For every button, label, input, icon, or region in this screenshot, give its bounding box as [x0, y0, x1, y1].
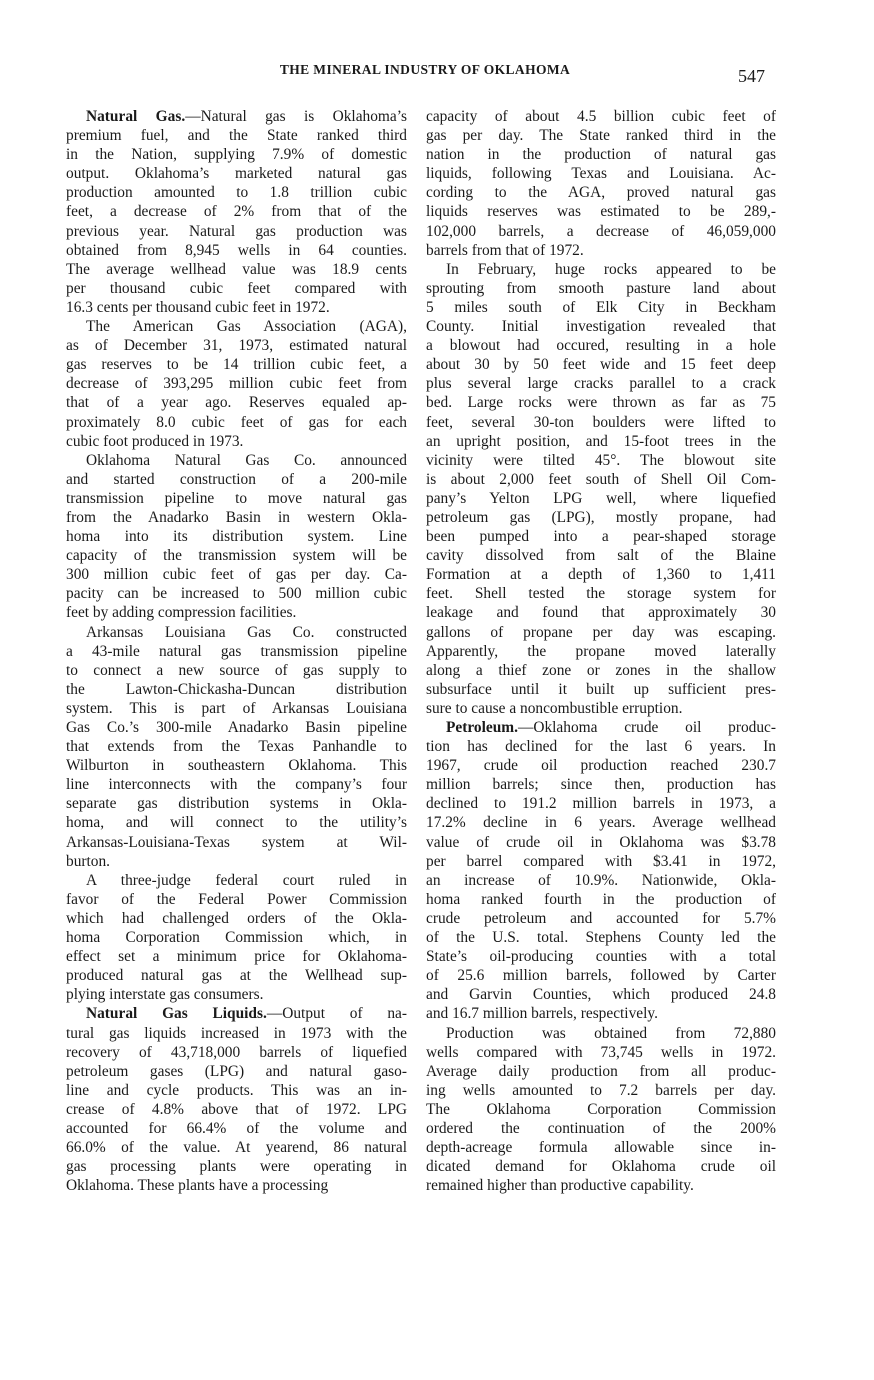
line-text: feet, several 30-ton boulders were lifted to — [426, 413, 776, 431]
line-text: output. Oklahoma’s marketed natural gas — [66, 165, 407, 183]
left-column — [66, 107, 407, 1195]
text-line — [66, 470, 407, 489]
line-text: homa Corporation Commission which, in — [66, 929, 407, 947]
line-text: tural gas liquids increased in 1973 with the — [66, 1024, 407, 1042]
text-line — [426, 1138, 776, 1157]
line-text: The Oklahoma Corporation Commission — [426, 1100, 776, 1118]
text-line — [426, 413, 776, 432]
line-text: In February, huge rocks appeared to be — [446, 260, 776, 278]
text-line — [66, 1157, 407, 1176]
line-text: Production was obtained from 72,880 — [446, 1024, 776, 1042]
line-text: of the U.S. total. Stephens County led the — [426, 929, 776, 947]
line-text: petroleum gas (LPG), mostly propane, had — [426, 508, 776, 526]
line-text: subsurface until it built up sufficient pres- — [426, 680, 776, 698]
text-line — [426, 661, 776, 680]
paragraph — [426, 260, 776, 718]
line-text: which had challenged orders of the Okla- — [66, 909, 407, 927]
text-line — [426, 374, 776, 393]
line-text: wells compared with 73,745 wells in 1972. — [426, 1043, 776, 1061]
text-line — [426, 565, 776, 584]
line-text: accounted for 66.4% of the volume and — [66, 1119, 407, 1137]
paragraph — [426, 107, 776, 260]
line-text: Oklahoma Natural Gas Co. announced — [86, 451, 407, 469]
text-line — [66, 374, 407, 393]
text-line — [66, 260, 407, 279]
line-text: —Output of na- — [266, 1005, 408, 1023]
text-line — [66, 183, 407, 202]
line-text: Oklahoma. These plants have a processing — [66, 1177, 329, 1195]
line-text: cubic foot produced in 1973. — [66, 432, 244, 450]
line-text: —Natural gas is Oklahoma’s — [185, 108, 407, 125]
text-line — [66, 565, 407, 584]
text-line — [426, 1100, 776, 1119]
line-text: line interconnects with the company’s four — [66, 776, 407, 794]
line-text: Apparently, the propane moved laterally — [426, 642, 776, 660]
line-text: decrease of 393,295 million cubic feet from — [66, 375, 407, 393]
text-line — [426, 241, 776, 260]
section-heading: Natural Gas. — [86, 108, 186, 125]
text-line — [66, 680, 407, 699]
text-line — [66, 1176, 407, 1195]
page-number: 547 — [738, 66, 765, 86]
line-text: Arkansas Louisiana Gas Co. constructed — [86, 623, 407, 641]
text-line — [66, 909, 407, 928]
text-line — [66, 985, 407, 1004]
line-text: homa, and will connect to the utility’s — [66, 814, 407, 832]
text-line — [66, 451, 407, 470]
text-line — [426, 355, 776, 374]
text-line — [66, 813, 407, 832]
text-line — [426, 603, 776, 622]
text-line — [66, 699, 407, 718]
text-line — [66, 794, 407, 813]
line-text: burton. — [66, 852, 111, 870]
text-line — [426, 527, 776, 546]
line-text: million barrels; since then, production has — [426, 776, 776, 794]
line-text: production amounted to 1.8 trillion cubic — [66, 184, 407, 202]
line-text: as of December 31, 1973, estimated natural — [66, 337, 407, 355]
line-text: petroleum gases (LPG) and natural gaso- — [66, 1062, 407, 1080]
section-heading: Petroleum. — [446, 719, 518, 736]
line-text: obtained from 8,945 wells in 64 counties. — [66, 241, 407, 259]
line-text: pany’s Yelton LPG well, where liquefied — [426, 489, 776, 507]
line-text: capacity of the transmission system will be — [66, 547, 407, 565]
text-line — [426, 756, 776, 775]
line-text: The average wellhead value was 18.9 cents — [66, 260, 407, 278]
line-text: transmission pipeline to move natural gas — [66, 489, 407, 507]
line-text: 102,000 barrels, a decrease of 46,059,000 — [426, 222, 776, 240]
text-line — [66, 546, 407, 565]
line-text: plying interstate gas consumers. — [66, 986, 264, 1004]
paragraph — [66, 623, 407, 871]
text-line — [426, 202, 776, 221]
line-text: effect set a minimum price for Oklahoma- — [66, 948, 407, 966]
line-text: of 25.6 million barrels, followed by Carter — [426, 967, 776, 985]
text-line — [426, 279, 776, 298]
line-text: liquids, following Texas and Louisiana. Ac- — [426, 165, 776, 183]
line-text: proximately 8.0 cubic feet of gas for each — [66, 413, 407, 431]
text-line — [426, 145, 776, 164]
line-text: per barrel compared with $3.41 in 1972, — [426, 852, 776, 870]
text-line — [66, 966, 407, 985]
text-line — [66, 1138, 407, 1157]
line-text: value of crude oil in Oklahoma was $3.78 — [426, 833, 776, 851]
text-line — [66, 432, 407, 451]
text-line — [66, 1100, 407, 1119]
line-text: cording to the AGA, proved natural gas — [426, 184, 776, 202]
line-text: crude petroleum and accounted for 5.7% — [426, 909, 776, 927]
line-text: State’s oil-producing counties with a total — [426, 948, 776, 966]
line-text: in the Nation, supplying 7.9% of domestic — [66, 146, 407, 164]
text-line — [426, 928, 776, 947]
line-text: barrels from that of 1972. — [426, 241, 584, 259]
text-line — [426, 1062, 776, 1081]
line-text: depth-acreage formula allowable since in- — [426, 1139, 776, 1157]
line-text: 5 miles south of Elk City in Beckham — [426, 298, 776, 316]
line-text: crease of 4.8% above that of 1972. LPG — [66, 1100, 407, 1118]
text-line — [426, 222, 776, 241]
line-text: vicinity were tilted 45°. The blowout site — [426, 451, 776, 469]
paragraph — [66, 107, 407, 317]
text-line — [66, 202, 407, 221]
text-line — [426, 623, 776, 642]
text-line — [426, 794, 776, 813]
paragraph — [66, 451, 407, 623]
line-text: a 43-mile natural gas transmission pipeline — [66, 642, 407, 660]
text-line — [66, 642, 407, 661]
line-text: been pumped into a pear-shaped storage — [426, 528, 776, 546]
line-text: per thousand cubic feet compared with — [66, 279, 407, 297]
paragraph — [426, 718, 776, 1024]
text-line — [66, 1081, 407, 1100]
text-line — [426, 126, 776, 145]
line-text: feet by adding compression facilities. — [66, 604, 297, 622]
line-text: and started construction of a 200-mile — [66, 470, 407, 488]
text-line — [426, 298, 776, 317]
text-line — [426, 813, 776, 832]
text-line — [426, 260, 776, 279]
text-line — [66, 718, 407, 737]
running-header-title: THE MINERAL INDUSTRY OF OKLAHOMA — [279, 62, 571, 77]
text-line — [426, 642, 776, 661]
text-line — [426, 985, 776, 1004]
line-text: homa ranked fourth in the production of — [426, 890, 776, 908]
line-text: 17.2% decline in 6 years. Average wellhead — [426, 814, 776, 832]
right-column — [426, 107, 776, 1195]
line-text: and 16.7 million barrels, respectively. — [426, 1005, 658, 1023]
line-text: gallons of propane per day was escaping. — [426, 623, 776, 641]
section-heading: Natural Gas Liquids. — [86, 1005, 267, 1023]
text-line — [426, 871, 776, 890]
text-line — [426, 1157, 776, 1176]
text-line — [426, 852, 776, 871]
line-text: gas per day. The State ranked third in the — [426, 127, 776, 145]
text-line — [426, 164, 776, 183]
line-text: leakage and found that approximately 30 — [426, 604, 776, 622]
text-line — [426, 680, 776, 699]
text-line — [66, 527, 407, 546]
text-line — [66, 623, 407, 642]
line-text: is about 2,000 feet south of Shell Oil Com- — [426, 470, 776, 488]
text-line — [426, 699, 776, 718]
line-text: premium fuel, and the State ranked third — [66, 127, 407, 145]
line-text: previous year. Natural gas production was — [66, 222, 407, 240]
line-text: 1967, crude oil production reached 230.7 — [426, 757, 776, 775]
line-text: gas reserves to be 14 trillion cubic feet, a — [66, 356, 407, 374]
text-line — [66, 584, 407, 603]
text-line — [426, 718, 776, 737]
line-text: the Lawton-Chickasha-Duncan distribution — [66, 680, 407, 698]
text-line — [426, 432, 776, 451]
text-line — [426, 1081, 776, 1100]
line-text: line and cycle products. This was an in- — [66, 1081, 407, 1099]
line-text: an increase of 10.9%. Nationwide, Okla- — [426, 871, 776, 889]
text-line — [426, 1024, 776, 1043]
text-line — [426, 546, 776, 565]
text-line — [66, 1043, 407, 1062]
line-text: ordered the continuation of the 200% — [426, 1119, 776, 1137]
text-line — [66, 489, 407, 508]
text-line — [66, 126, 407, 145]
text-line — [66, 737, 407, 756]
text-line — [426, 1119, 776, 1138]
text-line — [426, 1043, 776, 1062]
text-line — [66, 833, 407, 852]
line-text: homa into its distribution system. Line — [66, 528, 407, 546]
text-line — [66, 756, 407, 775]
line-text: Formation at a depth of 1,360 to 1,411 — [426, 566, 776, 584]
line-text: cavity dissolved from salt of the Blaine — [426, 547, 776, 565]
text-line — [66, 164, 407, 183]
line-text: Arkansas-Louisiana-Texas system at Wil- — [66, 833, 407, 851]
text-line — [66, 317, 407, 336]
line-text: separate gas distribution systems in Okla- — [66, 795, 407, 813]
text-line — [66, 145, 407, 164]
text-line — [426, 393, 776, 412]
text-line — [66, 241, 407, 260]
line-text: liquids reserves was estimated to be 289,- — [426, 203, 776, 221]
paragraph — [66, 871, 407, 1005]
text-line — [426, 737, 776, 756]
text-line — [426, 947, 776, 966]
line-text: declined to 191.2 million barrels in 1973, a — [426, 795, 776, 813]
text-line — [426, 966, 776, 985]
line-text: ing wells amounted to 7.2 barrels per day. — [426, 1081, 776, 1099]
text-line — [66, 603, 407, 622]
text-line — [66, 852, 407, 871]
line-text: County. Initial investigation revealed that — [426, 318, 776, 336]
line-text: A three-judge federal court ruled in — [86, 871, 407, 889]
text-line — [66, 413, 407, 432]
line-text: sprouting from smooth pasture land about — [426, 279, 776, 297]
text-line — [66, 890, 407, 909]
line-text: remained higher than productive capability. — [426, 1177, 694, 1195]
line-text: 300 million cubic feet of gas per day. Ca- — [66, 566, 407, 584]
line-text: from the Anadarko Basin in western Okla- — [66, 508, 407, 526]
text-line — [66, 1119, 407, 1138]
text-line — [66, 298, 407, 317]
line-text: 66.0% of the value. At yearend, 86 natural — [66, 1139, 407, 1157]
text-line — [426, 317, 776, 336]
line-text: capacity of about 4.5 billion cubic feet of — [426, 108, 776, 125]
line-text: sure to cause a noncombustible erruption. — [426, 699, 683, 717]
line-text: that extends from the Texas Panhandle to — [66, 738, 407, 756]
line-text: The American Gas Association (AGA), — [86, 318, 407, 336]
text-line — [66, 355, 407, 374]
line-text: that of a year ago. Reserves equaled ap- — [66, 394, 407, 412]
line-text: 16.3 cents per thousand cubic feet in 1972. — [66, 298, 330, 316]
line-text: feet. Shell tested the storage system for — [426, 585, 776, 603]
line-text: recovery of 43,718,000 barrels of liquefied — [66, 1043, 407, 1061]
text-line — [426, 584, 776, 603]
text-line — [66, 1004, 407, 1023]
text-line — [66, 279, 407, 298]
line-text: Wilburton in southeastern Oklahoma. This — [66, 757, 407, 775]
line-text: system. This is part of Arkansas Louisiana — [66, 699, 407, 717]
text-line — [426, 1176, 776, 1195]
text-line — [426, 451, 776, 470]
line-text: favor of the Federal Power Commission — [66, 890, 407, 908]
line-text: dicated demand for Oklahoma crude oil — [426, 1158, 776, 1176]
text-line — [426, 470, 776, 489]
line-text: tion has declined for the last 6 years. In — [426, 738, 776, 756]
line-text: a blowout had occured, resulting in a hole — [426, 337, 776, 355]
line-text: gas processing plants were operating in — [66, 1158, 407, 1176]
text-line — [66, 775, 407, 794]
text-line — [426, 183, 776, 202]
paragraph — [66, 317, 407, 451]
text-line — [66, 393, 407, 412]
text-line — [66, 928, 407, 947]
line-text: to connect a new source of gas supply to — [66, 661, 407, 679]
text-line — [66, 336, 407, 355]
line-text: Gas Co.’s 300-mile Anadarko Basin pipeline — [66, 719, 407, 736]
line-text: about 30 by 50 feet wide and 15 feet deep — [426, 356, 776, 374]
line-text: bed. Large rocks were thrown as far as 75 — [426, 394, 776, 412]
text-line — [426, 890, 776, 909]
text-line — [426, 489, 776, 508]
text-line — [426, 1004, 776, 1023]
text-line — [426, 775, 776, 794]
line-text: Average daily production from all produc- — [426, 1062, 776, 1080]
line-text: plus several large cracks parallel to a crack — [426, 375, 776, 393]
text-line — [426, 508, 776, 527]
line-text: an upright position, and 15-foot trees in the — [426, 432, 776, 450]
line-text: feet, a decrease of 2% from that of the — [66, 203, 407, 221]
text-line — [426, 107, 776, 126]
paragraph — [426, 1024, 776, 1196]
paragraph — [66, 1004, 407, 1195]
text-line — [66, 107, 407, 126]
text-line — [66, 222, 407, 241]
line-text: pacity can be increased to 500 million cubic — [66, 585, 407, 603]
text-line — [426, 909, 776, 928]
line-text: and Garvin Counties, which produced 24.8 — [426, 986, 776, 1004]
text-line — [426, 336, 776, 355]
line-text: —Oklahoma crude oil produc- — [517, 719, 776, 736]
line-text: nation in the production of natural gas — [426, 146, 776, 164]
text-line — [66, 508, 407, 527]
line-text: along a thief zone or zones in the shallow — [426, 661, 776, 679]
text-line — [66, 871, 407, 890]
text-line — [66, 947, 407, 966]
text-line — [426, 833, 776, 852]
text-line — [66, 1062, 407, 1081]
text-line — [66, 661, 407, 680]
line-text: produced natural gas at the Wellhead sup- — [66, 967, 407, 985]
text-line — [66, 1024, 407, 1043]
